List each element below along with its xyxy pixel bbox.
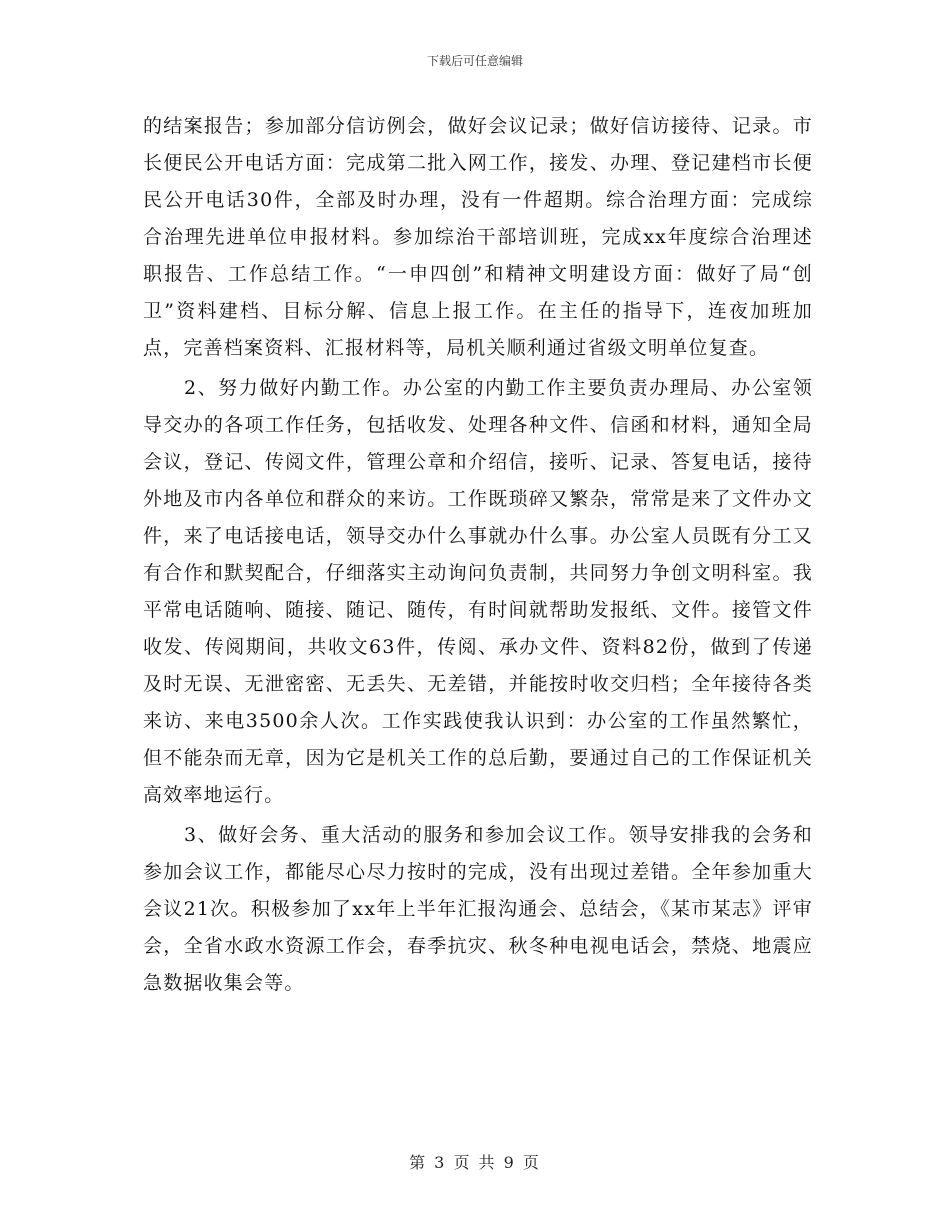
page-header: 下载后可任意编辑	[426, 54, 523, 68]
paragraph: 3、做好会务、重大活动的服务和参加会议工作。领导安排我的会务和参加会议工作，都能尽心尽力按时的完成，没有出现过差错。全年参加重大会议21次。积极参加了xx年上半年汇报沟通会、总结会，《某市某志》评审会，全省水政水资源工作会，春季抗灾、秋冬种电视电话会，禁烧、地震应急数据收集会等。	[143, 824, 813, 994]
page-number: 第 3 页 共 9 页	[409, 1153, 541, 1172]
document-body	[143, 108, 813, 1002]
paragraph: 的结案报告；参加部分信访例会，做好会议记录；做好信访接待、记录。市长便民公开电话方面：完成第二批入网工作，接发、办理、登记建档市长便民公开电话30件，全部及时办理，没有一件超期。综合治理方面：完成综合治理先进单位申报材料。参加综治干部培训班，完成xx年度综合治理述职报告、工作总结工作。“一申四创”和精神文明建设方面：做好了局“创卫”资料建档、目标分解、信息上报工作。在主任的指导下，连夜加班加点，完善档案资料、汇报材料等，局机关顺利通过省级文明单位复查。	[143, 115, 813, 359]
paragraph: 2、努力做好内勤工作。办公室的内勤工作主要负责办理局、办公室领导交办的各项工作任务，包括收发、处理各种文件、信函和材料，通知全局会议，登记、传阅文件，管理公章和介绍信，接听、记录、答复电话，接待外地及市内各单位和群众的来访。工作既琐碎又繁杂，常常是来了文件办文件，来了电话接电话，领导交办什么事就办什么事。办公室人员既有分工又有合作和默契配合，仔细落实主动询问负责制，共同努力争创文明科室。我平常电话随响、随接、随记、随传，有时间就帮助发报纸、文件。接管文件收发、传阅期间，共收文63件，传阅、承办文件、资料82份，做到了传递及时无误、无泄密密、无丢失、无差错，并能按时收交归档；全年接待各类来访、来电3500余人次。工作实践使我认识到：办公室的工作虽然繁忙，但不能杂而无章，因为它是机关工作的总后勤，要通过自己的工作保证机关高效率地运行。	[143, 377, 813, 806]
